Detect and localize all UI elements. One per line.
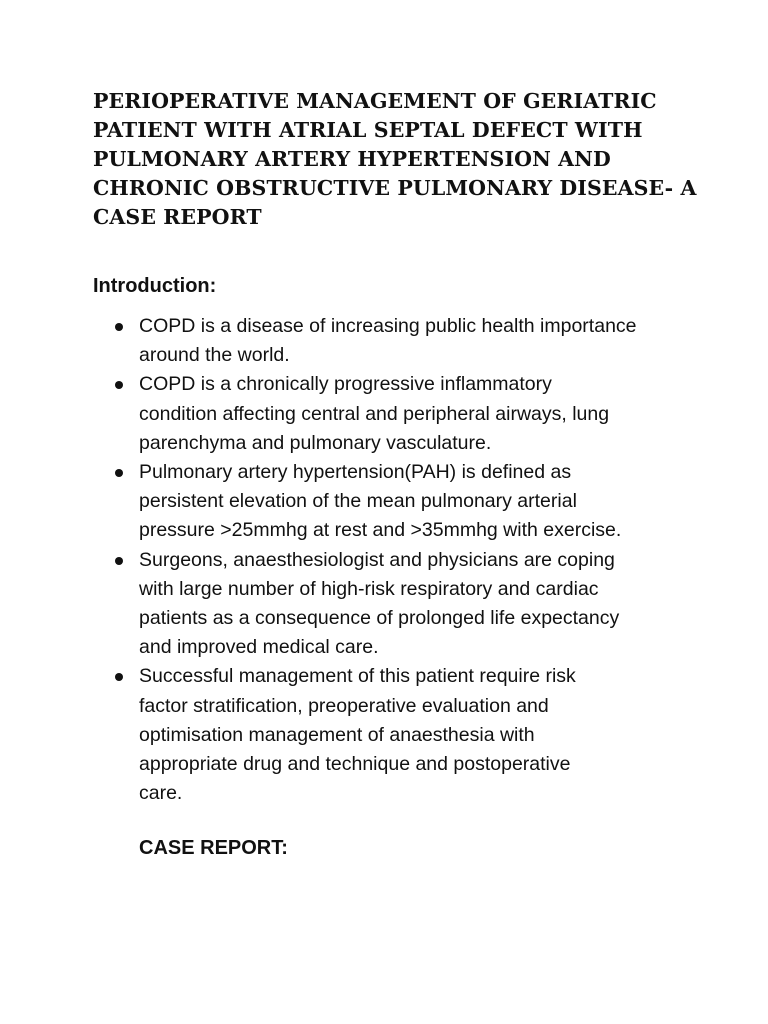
bullet-icon [115, 381, 123, 389]
case-report-heading: CASE REPORT: [139, 837, 288, 859]
bullet-line: and improved medical care. [139, 636, 379, 659]
bullet-line: appropriate drug and technique and postoperative [139, 753, 571, 776]
bullet-icon [115, 557, 123, 565]
title-line: PERIOPERATIVE MANAGEMENT OF GERIATRIC [93, 89, 657, 113]
bullet-line: with large number of high-risk respiratory and cardiac [139, 577, 599, 600]
bullet-line: pressure >25mmhg at rest and >35mmhg with exercise. [139, 519, 622, 542]
bullet-icon [115, 469, 123, 477]
title-line: CHRONIC OBSTRUCTIVE PULMONARY DISEASE- A [93, 176, 697, 200]
bullet-line: care. [139, 782, 183, 805]
introduction-heading: Introduction: [93, 275, 217, 297]
bullet-line: factor stratification, preoperative evaluation and [139, 694, 549, 717]
bullet-line: condition affecting central and peripheral airways, lung [139, 402, 610, 425]
bullet-line: Pulmonary artery hypertension(PAH) is defined as [139, 461, 572, 484]
bullet-line: patients as a consequence of prolonged life expectancy [139, 607, 620, 630]
bullet-line: COPD is a disease of increasing public health importance [139, 315, 637, 337]
bullet-line: Successful management of this patient require risk [139, 665, 576, 688]
bullet-item [93, 312, 693, 370]
bullet-line: optimisation management of anaesthesia with [139, 723, 535, 746]
bullet-item [93, 370, 693, 458]
bullet-item [93, 546, 693, 663]
bullet-line: parenchyma and pulmonary vasculature. [139, 431, 492, 454]
bullet-item [93, 458, 693, 546]
bullet-line: COPD is a chronically progressive inflammatory [139, 373, 552, 396]
bullet-line: Surgeons, anaesthesiologist and physicians are coping [139, 548, 615, 571]
title-line: PATIENT WITH ATRIAL SEPTAL DEFECT WITH [93, 118, 643, 142]
bullet-line: persistent elevation of the mean pulmonary arterial [139, 490, 577, 513]
bullet-item [93, 662, 693, 808]
title-line: PULMONARY ARTERY HYPERTENSION AND [93, 147, 611, 171]
title-line: CASE REPORT [93, 205, 262, 229]
introduction-bullet-list [93, 312, 693, 808]
document-title [93, 87, 713, 232]
bullet-icon [115, 323, 123, 331]
bullet-icon [115, 673, 123, 681]
bullet-line: around the world. [139, 344, 290, 367]
